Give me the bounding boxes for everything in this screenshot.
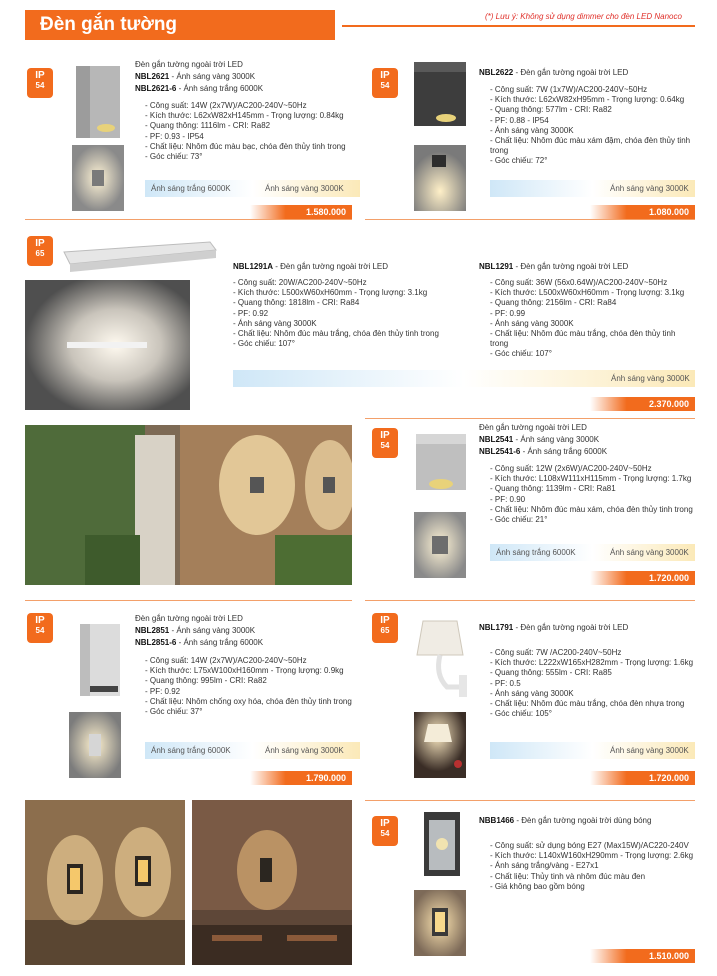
dimmer-note: (*) Lưu ý: Không sử dụng dimmer cho đèn LED Nanoco [485, 12, 682, 21]
light-color-bar: Ánh sáng trắng 6000K Ánh sáng vàng 3000K [490, 544, 695, 561]
product-specs-nbl1291a: - Công suất: 20W/AC200-240V~50Hz - Kích thước: L500xW60xH60mm - Trọng lượng: 3.1kg - Quang thông: 1818lm - CRI: Ra84 - PF: 0.92 - Ánh sáng vàng 3000K - Chất liệu: Nhôm đúc màu trắng, chóa đèn thủy tinh trong - Góc chiếu: 107° [233, 278, 439, 349]
product-category: Đèn gắn tường ngoài trời LED [479, 423, 587, 432]
product-category: Đèn gắn tường ngoài trời LED [135, 614, 243, 623]
product-title-nbl2621-6: NBL2621-6 - Ánh sáng trắng 6000K [135, 84, 264, 93]
ip-badge: IP 54 [372, 428, 398, 458]
product-photo-nbl1291 [25, 280, 190, 410]
light-color-bar: Ánh sáng trắng 6000K Ánh sáng vàng 3000K [145, 180, 360, 197]
divider [365, 219, 695, 220]
product-title-nbl1291a: NBL1291A - Đèn gắn tường ngoài trời LED [233, 262, 389, 271]
ambient-photo-brick-wall [192, 800, 352, 965]
product-photo-nbl2541 [414, 512, 466, 578]
product-specs-nbl2851: - Công suất: 14W (2x7W)/AC200-240V~50Hz - Kích thước: L75xW100xH160mm - Trọng lượng: 0.9kg - Quang thông: 995lm - CRI: Ra82 - PF: 0.92 - Chất liệu: Nhôm chống oxy hóa, chóa đèn thủy tinh trong - Góc chiếu: 37° [145, 656, 352, 717]
product-title-nbl1791: NBL1791 - Đèn gắn tường ngoài trời LED [479, 623, 629, 632]
product-title-nbl2621: NBL2621 - Ánh sáng vàng 3000K [135, 72, 256, 81]
product-title-nbl1291: NBL1291 - Đèn gắn tường ngoài trời LED [479, 262, 629, 271]
product-category: Đèn gắn tường ngoài trời LED [135, 60, 243, 69]
product-photo-nbl2851 [69, 712, 121, 778]
product-title-nbl2622: NBL2622 - Đèn gắn tường ngoài trời LED [479, 68, 629, 77]
price-nbl1791: 1.720.000 [590, 771, 695, 785]
product-photo-nbl2621 [72, 145, 124, 211]
ambient-photo-facade [25, 425, 352, 585]
section-title: Đèn gắn tường [40, 14, 178, 35]
product-image-nbl1791 [405, 615, 475, 700]
product-image-nbl2622 [410, 58, 470, 130]
light-color-bar: Ánh sáng trắng 6000K Ánh sáng vàng 3000K [145, 742, 360, 759]
divider [365, 600, 695, 601]
ip-badge: IP 54 [372, 68, 398, 98]
product-image-nbb1466 [418, 808, 466, 880]
product-specs-nbl2541: - Công suất: 12W (2x6W)/AC200-240V~50Hz - Kích thước: L108xW111xH115mm - Trọng lượng: 1.7kg - Quang thông: 1139lm - CRI: Ra81 - PF: 0.90 - Chất liệu: Nhôm đúc màu xám, chóa đèn thủy tinh trong - Góc chiếu: 21° [490, 464, 693, 525]
product-photo-nbb1466 [414, 890, 466, 956]
product-specs-nbl1291: - Công suất: 36W (56x0.64W)/AC200-240V~50Hz - Kích thước: L500xW60xH60mm - Trọng lượng: 3.1kg - Quang thông: 2156lm - CRI: Ra84 - PF: 0.99 - Ánh sáng vàng 3000K - Chất liệu: Nhôm đúc màu trắng, chóa đèn thủy tinh trong - Góc chiếu: 107° [490, 278, 685, 359]
divider [25, 219, 352, 220]
ip-badge: IP 65 [27, 236, 53, 266]
product-specs-nbl1791: - Công suất: 7W /AC200-240V~50Hz - Kích thước: L222xW165xH282mm - Trọng lượng: 1.6kg - Quang thông: 555lm - CRI: Ra85 - PF: 0.5 - Ánh sáng vàng 3000K - Chất liệu: Nhôm đúc màu trắng, chóa đèn nhựa trong - Góc chiếu: 105° [490, 648, 694, 719]
divider [365, 800, 695, 801]
divider [365, 418, 695, 419]
price-nbl1291: 2.370.000 [590, 397, 695, 411]
product-title-nbl2541: NBL2541 - Ánh sáng vàng 3000K [479, 435, 600, 444]
product-image-nbl1291 [60, 238, 220, 278]
ip-badge: IP 54 [372, 816, 398, 846]
product-title-nbl2541-6: NBL2541-6 - Ánh sáng trắng 6000K [479, 447, 608, 456]
price-nbl2622: 1.080.000 [590, 205, 695, 219]
product-specs-nbl2621: - Công suất: 14W (2x7W)/AC200-240V~50Hz - Kích thước: L62xW82xH145mm - Trọng lượng: 0.84kg - Quang thông: 1116lm - CRI: Ra82 - PF: 0.93 - IP54 - Chất liệu: Nhôm đúc màu bạc, chóa đèn thủy tinh trong - Góc chiếu: 73° [145, 101, 346, 162]
ip-badge: IP 65 [372, 613, 398, 643]
price-nbb1466: 1.510.000 [590, 949, 695, 963]
product-photo-nbl2622 [414, 145, 466, 211]
product-image-nbl2851 [68, 620, 128, 700]
product-title-nbb1466: NBB1466 - Đèn gắn tường ngoài trời dùng bóng [479, 816, 652, 825]
product-title-nbl2851: NBL2851 - Ánh sáng vàng 3000K [135, 626, 256, 635]
ip-badge: IP 54 [27, 613, 53, 643]
product-image-nbl2541 [410, 428, 472, 496]
product-specs-nbb1466: - Công suất: sử dụng bóng E27 (Max15W)/AC220-240V - Kích thước: L140xW160xH290mm - Trọng lượng: 2.6kg - Ánh sáng trắng/vàng - E27x1 - Chất liệu: Thủy tinh và nhôm đúc màu đen - Giá không bao gồm bóng [490, 841, 694, 891]
ambient-photo-wall-lamps [25, 800, 185, 965]
product-image-nbl2621 [70, 62, 126, 142]
price-nbl2851: 1.790.000 [250, 771, 352, 785]
price-nbl2541: 1.720.000 [590, 571, 695, 585]
divider [25, 600, 352, 601]
product-specs-nbl2622: - Công suất: 7W (1x7W)/AC200-240V~50Hz - Kích thước: L62xW82xH95mm - Trọng lượng: 0.64kg - Quang thông: 577lm - CRI: Ra82 - PF: 0.88 - IP54 - Ánh sáng vàng 3000K - Chất liệu: Nhôm đúc màu xám đậm, chóa đèn thủy tinh trong - Góc chiếu: 72° [490, 85, 691, 166]
light-color-bar: Ánh sáng vàng 3000K [490, 180, 695, 197]
light-color-bar: Ánh sáng vàng 3000K [490, 742, 695, 759]
product-photo-nbl1791 [414, 712, 466, 778]
header-divider [342, 25, 695, 27]
price-nbl2621: 1.580.000 [250, 205, 352, 219]
product-title-nbl2851-6: NBL2851-6 - Ánh sáng trắng 6000K [135, 638, 264, 647]
light-color-bar: Ánh sáng vàng 3000K [233, 370, 695, 387]
ip-badge: IP 54 [27, 68, 53, 98]
